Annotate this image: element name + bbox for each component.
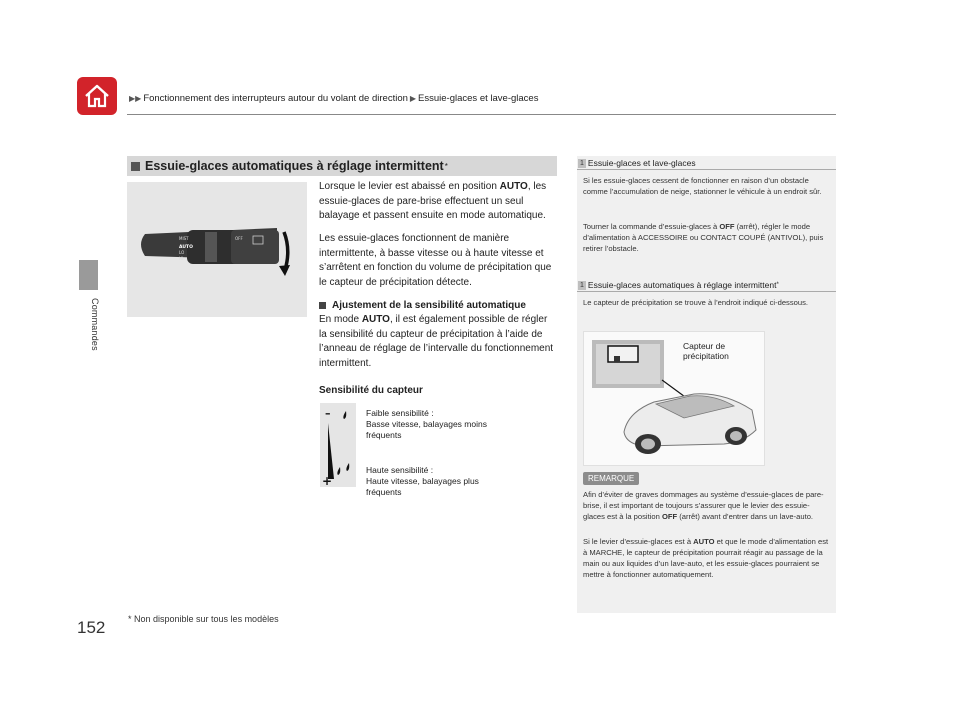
square-bullet-icon bbox=[319, 302, 326, 309]
availability-mark: * bbox=[444, 161, 448, 171]
lever-label: AUTO bbox=[179, 245, 193, 250]
breadcrumb-arrow-icon: ▶▶ bbox=[129, 94, 142, 103]
note-divider bbox=[577, 169, 836, 170]
note-number-badge: 1 bbox=[580, 281, 584, 289]
breadcrumb-arrow-icon: ▶ bbox=[409, 94, 417, 103]
minus-symbol: – bbox=[325, 407, 331, 420]
note1-text1: Si les essuie-glaces cessent de fonctionner en raison d’un obstacle comme l’accumulation de neige, stationner le véhicule à un endroit sûr. bbox=[583, 176, 822, 196]
paragraph-intermittent: Les essuie-glaces fonctionnent de manière intermittente, à basse vitesse ou à haute vitesse et s’arrêtent en fonction du volume de précipitation que le capteur de précipitation détecte. bbox=[319, 233, 552, 288]
page-number: 152 bbox=[77, 618, 106, 637]
sensitivity-diagram bbox=[320, 403, 356, 487]
note-number-badge: 1 bbox=[580, 159, 584, 167]
breadcrumb-link-1[interactable]: Fonctionnement des interrupteurs autour du volant de direction bbox=[143, 93, 408, 104]
lever-label: HI bbox=[179, 256, 184, 261]
note1-title: 1 Essuie-glaces et lave-glaces bbox=[580, 158, 696, 168]
square-bullet-icon bbox=[131, 162, 140, 171]
sensor-heading: Sensibilité du capteur bbox=[319, 385, 423, 396]
remarque-badge: REMARQUE bbox=[583, 472, 639, 485]
breadcrumb-link-2[interactable]: Essuie-glaces et lave-glaces bbox=[418, 93, 539, 104]
header-divider bbox=[127, 114, 836, 115]
lever-label: MIST bbox=[179, 236, 189, 241]
sensor-label: Capteur de précipitation bbox=[683, 341, 729, 361]
remarque-text1: Afin d’éviter de graves dommages au système d’essuie-glaces de pare-brise, il est important de toujours s’assurer que le levier des essuie-glaces est à la position OFF (arrêt) avant d’entrer dans un lave-auto. bbox=[583, 490, 824, 521]
lever-label: LO bbox=[179, 250, 185, 255]
note1-text2: Tourner la commande d’essuie-glaces à OFF (arrêt), régler le mode d’alimentation à ACCESSOIRE ou CONTACT COUPÉ (ANTIVOL), puis retirer l’obstacle. bbox=[583, 222, 824, 253]
section-title-text: Essuie-glaces automatiques à réglage intermittent bbox=[145, 159, 444, 173]
paragraph-sensitivity: En mode AUTO, il est également possible de régler la sensibilité du capteur de précipitation à l’aide de l’anneau de réglage de l’intervalle du fonctionnement intermittent. bbox=[319, 314, 554, 369]
home-button[interactable] bbox=[77, 77, 117, 115]
footnote: * Non disponible sur tous les modèles bbox=[128, 614, 279, 624]
note2-title: 1 Essuie-glaces automatiques à réglage intermittent * bbox=[580, 280, 779, 290]
chapter-label: Commandes bbox=[90, 298, 100, 351]
plus-symbol: + bbox=[322, 474, 333, 487]
high-sensitivity-text: Haute sensibilité : Haute vitesse, balayages plus fréquents bbox=[366, 465, 479, 497]
breadcrumb bbox=[129, 93, 538, 104]
chapter-tab[interactable] bbox=[79, 260, 98, 290]
home-icon bbox=[83, 83, 111, 109]
remarque-text2: Si le levier d’essuie-glaces est à AUTO et que le mode d’alimentation est à MARCHE, le capteur de précipitation pourrait réagir au passage de la main ou aux liquides d’un lave-auto, et les essuie-glaces pourraient se mettre à fonctionner automatiquement. bbox=[583, 537, 829, 579]
note2-text: Le capteur de précipitation se trouve à l’endroit indiqué ci-dessous. bbox=[583, 298, 808, 307]
lever-label: OFF bbox=[235, 236, 243, 241]
paragraph-auto: Lorsque le levier est abaissé en position AUTO, les essuie-glaces de pare-brise effectuent un seul balayage et passent ensuite en mode automatique. bbox=[319, 181, 547, 221]
section-title bbox=[127, 156, 557, 176]
note-divider bbox=[577, 291, 836, 292]
wiper-lever-photo bbox=[127, 182, 307, 317]
subsection-title: Ajustement de la sensibilité automatique bbox=[319, 300, 526, 311]
low-sensitivity-text: Faible sensibilité : Basse vitesse, balayages moins fréquents bbox=[366, 408, 487, 440]
